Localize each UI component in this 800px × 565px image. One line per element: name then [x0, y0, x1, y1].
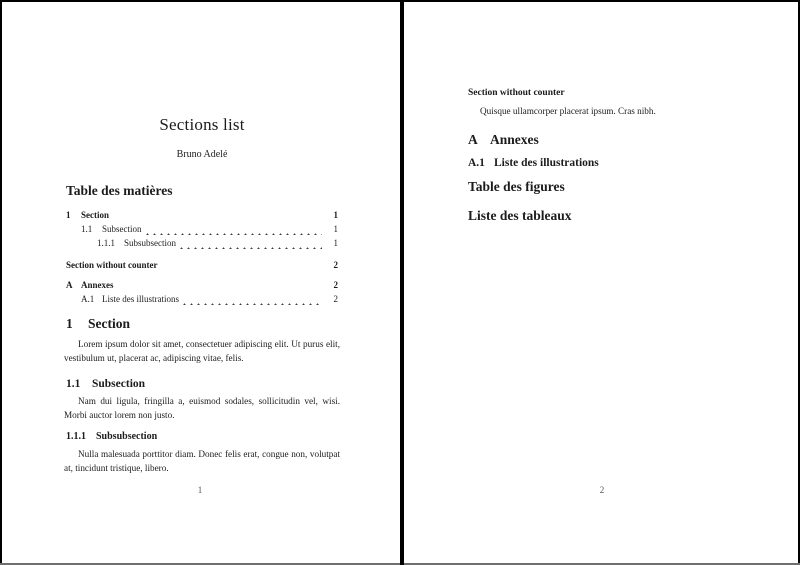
- toc-entry-label: Subsubsection: [124, 238, 177, 248]
- subsection-1-1-paragraph: Nam dui ligula, fringilla a, euismod sodales, sollicitudin vel, wisi. Morbi auctor lorem non justo.: [64, 396, 340, 420]
- toc-entry-label: Liste des illustrations: [102, 294, 179, 304]
- toc-entry-number: 1.1: [81, 224, 93, 234]
- list-of-figures-heading: Table des figures: [468, 179, 565, 194]
- list-of-tables-heading: Liste des tableaux: [468, 208, 572, 223]
- toc-dot-leader: [178, 240, 322, 249]
- section-title: Liste des illustrations: [494, 157, 599, 169]
- toc-heading: Table des matières: [66, 183, 173, 198]
- toc-entry-label: Section without counter: [66, 260, 158, 270]
- starred-section-paragraph: Quisque ullamcorper placerat ipsum. Cras nibh.: [480, 106, 656, 116]
- document-author: Bruno Adelé: [176, 149, 228, 160]
- toc-entry-page: 2: [333, 280, 338, 290]
- toc-entry-appendix-subsection: [66, 293, 338, 305]
- page-number-footer: 2: [599, 485, 605, 495]
- toc-entry-starred-section: [66, 259, 338, 271]
- toc-entry-label: Annexes: [81, 280, 114, 290]
- section-1-heading: [66, 316, 130, 332]
- toc-entry-number: A: [66, 280, 73, 290]
- toc-entry-page: 2: [333, 294, 338, 304]
- toc-dot-leader: [144, 226, 323, 235]
- page-divider: [400, 0, 404, 565]
- toc-entry-page: 1: [333, 238, 338, 248]
- toc-entry-subsubsection: [66, 237, 338, 249]
- section-number: 1.1.1: [66, 431, 86, 442]
- section-number: A: [468, 132, 478, 147]
- page-1: [2, 2, 400, 563]
- toc-entry-number: A.1: [81, 294, 95, 304]
- toc-entry-number: 1.1.1: [97, 238, 115, 248]
- toc-entry-page: 2: [333, 260, 338, 270]
- page-2: [404, 2, 798, 563]
- toc-entry-label: Section: [81, 210, 109, 220]
- section-number: A.1: [468, 157, 485, 169]
- section-number: 1: [66, 316, 73, 331]
- section-number: 1.1: [66, 378, 81, 390]
- toc-entry-label: Subsection: [102, 224, 142, 234]
- page-number-footer: 1: [197, 485, 203, 495]
- starred-section-heading: Section without counter: [468, 88, 565, 98]
- subsubsection-1-1-1-heading: [66, 431, 157, 442]
- toc-entry-appendix: [66, 279, 338, 291]
- appendix-heading: [468, 132, 539, 148]
- section-title: Annexes: [490, 132, 539, 147]
- toc-entry-page: 1: [333, 224, 338, 234]
- toc-entry-number: 1: [66, 210, 71, 220]
- section-title: Section: [88, 316, 130, 331]
- subsection-1-1-heading: [66, 378, 145, 390]
- toc-dot-leader: [181, 296, 322, 305]
- section-title: Subsubsection: [96, 431, 158, 442]
- toc-entry-section: [66, 209, 338, 221]
- toc-entry-page: 1: [333, 210, 338, 220]
- section-title: Subsection: [92, 378, 146, 390]
- appendix-subsection-heading: [468, 157, 599, 169]
- section-1-paragraph: Lorem ipsum dolor sit amet, consectetuer adipiscing elit. Ut purus elit, vestibulum ut, placerat ac, adipiscing vitae, felis.: [64, 339, 340, 363]
- subsubsection-1-1-1-paragraph: Nulla malesuada porttitor diam. Donec felis erat, congue non, volutpat at, tincidunt tristique, libero.: [64, 449, 340, 473]
- toc-entry-subsection: [66, 223, 338, 235]
- document-title: Sections list: [159, 115, 245, 134]
